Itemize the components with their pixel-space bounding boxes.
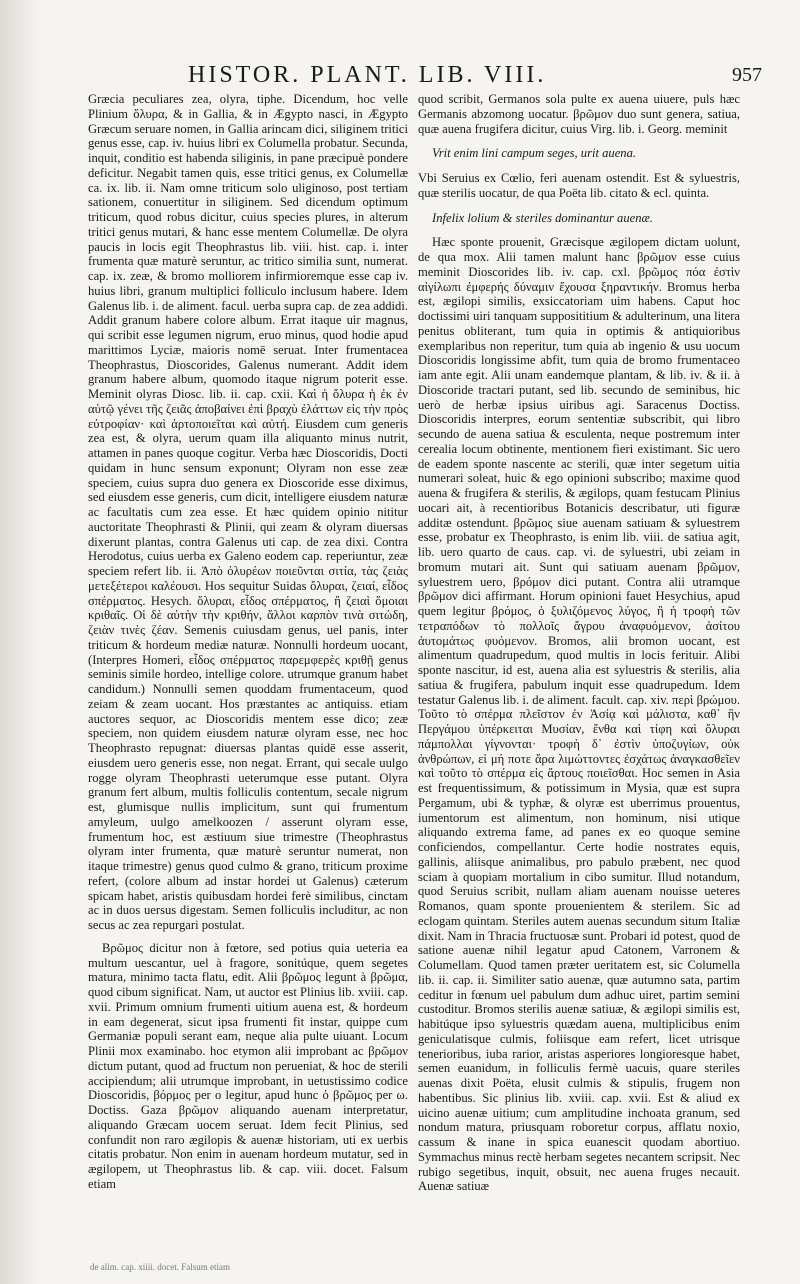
left-paragraph-2: Βρῶμος dicitur non à fœtore, sed potius quia ueteria ea multum uescantur, uel à fragore, sonitúque, quem segetes matura, minimo tacta flatu, edit. Alii βρῶμος legunt à βρῶμα, quod cibum significat. Nam, ut auctor est Plinius lib. xviii. cap. xvii. Primum omnium frumenti uitium auena est, & hordeum in eam degenerat, sicut ipsa frumenti fit instar, quippe cum Germaniæ populi serant eam, neque alia pulte uiuant. Locum Plinii mox examinabo. hoc etymon alii improbant ac βρῶμον dictum putant, quod ad fructum non perueniat, & hoc de sterili accipiendum; alii utrumque improbant, in uetustissimo codice Dioscoridis, βόρμος per ο legitur, apud hunc ὁ βρῶμος per ω. Doctiss. Gaza βρῶμον aliquando auenam interpretatur, aliquando Græcam uocem seruat. Idem fecit Plinius, sed confundit non raro ægilopis & auenæ historiam, uti ex uerbis citatis probatur. Non enim in auenam hordeum mutatur, sed in ægilopem, ut Theophrastus lib. & cap. viii. docet. Falsum etiam	[88, 940, 408, 1191]
verse-quote-2: Infelix lolium & steriles dominantur auenæ.	[432, 210, 654, 225]
running-title: HISTOR. PLANT. LIB. VIII.	[188, 62, 547, 88]
right-paragraph-3: Hæc sponte prouenit, Græcisque ægilopem dictam uolunt, de qua mox. Alii tamen malunt hanc βρῶμον esse cuius meminit Dioscorides lib. iv. cap. cxl. βρῶμος πόα ἐστὶν αἰγίλωπι ἐμφερής δύναμιν ἔχουσα ξηραντικήν. Bromus herba est, ægilopi similis, exsiccatoriam uim habens. Caput hoc doctissimi uiri tanquam supposititium & adulterinum, una litera penitus obliterant, tum quia in optimis & antiquioribus exemplaribus non reperitur, tum quia ab ingenio & usu uocum Dioscoridis longissime abfit, tum quia de bromo frumentaceo iam ante egit. Alii unam eandemque plantam, & lib. iv. & ii. à Dioscoride tractari putant, sed lib. secundo de seminibus, hic uerò de herbæ ipsius uiribus agi. Saracenus Doctiss. Dioscoridis interpres, eorum sententiæ subscribit, qui libro secundo de auena satiua & esculenta, neque postremum inter cerealia locum obtinente, mentionem fieri existimant. Sic uero de eadem sponte nascente ac sterili, quæ inter segetum uitia numerari soleat, huic & ego opinioni subscribo; maxime quod auena & frugifera & sterilis, & ægilops, quam festucam Plinius uocari ait, à recentioribus Botanicis describatur, uti figuræ additæ ostendunt. βρῶμος siue auenam satiuam & syluestrem esse, probatur ex Theophrasto, is enim lib. viii. de satiua agit, lib. uero quarto de caus. cap. vi. de syluestri, ubi zeiam in bromum mutari ait. Sunt qui satiuam auenam βρῶμον, syluestrem uero, βρόμον dici putant. Contra alii utramque βρῶμον dici affirmant. Horum opinioni fauet Hesychius, apud quem legitur βρόμος, ὁ ξυλιζόμενος λύγος, ἢ ἡ τροφὴ τῶν τετραπόδων τὸ πολλοῖς ἄγρου ἀναφυόμενον, ἀσίτου ἀυτομάτως φυόμενον. Bromos, alii bromon uocant, est alimentum quadrupedum, quod multis in locis ferituir. Alibi sponte nascitur, id est, auena alia est syluestris & sterilis, alia satiua & frugifera, pabulum inquit esse quadrupedum. Idem testatur Galenus lib. i. de aliment. facult. cap. xiv. περὶ βρώμου. Τοῦτο τὸ σπέρμα πλεῖστον ἐν Ἀσίᾳ καὶ μάλιστα, καθ᾽ ἣν Περγάμου ὑπέρκειται Μυσίαν, ἔνθα καὶ τίφη καὶ ὄλυραι πάμπολλαι γίγνονται· τροφὴ δ᾽ ἐστὶν ὑποζυγίων, οὐκ ἀνθρώπων, εἰ μή ποτε ἄρα λιμώττοντες ἐσχάτως ἀναγκασθεῖεν καὶ τοῦτο τὸ σπέρμα εἰς ἄρτους ποιεῖσθαι. Hoc semen in Asia est frequentissimum, & potissimum in Mysia, quæ est supra Pergamum, ubi & typhæ, & olyræ est uberrimus prouentus, iumentorum est alimentum, non hominum, nisi utique aliquando extrema fame, ad panes ex eo quoque semine conficiendos, compellantur. Certe hodie nostrates equis, gallinis, aliisque animalibus, pro pabulo præbent, nec quod sciam à quopiam mortalium in cibo sumitur. Illud notandum, quod Seruius scribit, nullam aliam auenam nouisse ueteres Romanos, quam sponte prouenientem & sterilem. Sic ad eclogam quintam. Steriles autem auenas secundum situm Italiæ dixit. Nam in Thracia fructuosæ sunt. Probari id potest, quod de satione auenæ nihil legatur apud Catonem, Varronem & Columellam. Quod tamen præter ueritatem est, sic Columella lib. ii. cap. ii. Similiter satio auenæ, quæ autumno sata, partim ceditur in fœnum uel pabulum dum adhuc uiret, partim semini custoditur. Bromos sterilis auenæ satiuæ, & ægilopi similis est, habitúque ipso syluestris quædam auena, multiplicibus enim geniculatisque culmis, foliisque eam refert, licet utrisque tenerioribus, iuba rarior, aristas asperiores longioresque habet, semen euanidum, in folliculis fermè uacuis, quare steriles auenas dixit Poëta, elusit culmis & stipulis, frugem non habentibus. Sic plinius lib. xviii. cap. xvii. Est & aliud ex uicino auenæ uitium; cum amplitudine inchoata granum, sed nondum matura, priusquam roboretur corpus, afflatu noxio, cassum & inane in spica euanescit quodam abortiuo. Symmachus minus rectè herbam segetes necantem scripsit. Nec rubigo segetibus, inquit, obsuit, nec auena fruges necauit. Auenæ satiuæ	[418, 235, 740, 1194]
page-header	[0, 62, 800, 92]
page-edge-shadow	[0, 0, 40, 1284]
right-column	[418, 92, 740, 1194]
right-paragraph-1: quod scribit, Germanos sola pulte ex auena uiuere, puls hæc Germanis abzomong uocatur. βρῶμον duo sunt genera, satiua, quæ auena frugifera dicitur, cuius Virg. lib. i. Georg. meminit	[418, 92, 740, 136]
right-paragraph-2: Vbi Seruius ex Cœlio, feri auenam ostendit. Est & syluestris, quæ sterilis uocatur, de qua Poëta lib. citato & ecl. quinta.	[418, 171, 740, 200]
left-column	[88, 92, 408, 1192]
page-number: 957	[732, 64, 762, 86]
verse-quote-1: Vrit enim lini campum seges, urit auena.	[432, 146, 637, 161]
bleed-through-text: de alim. cap. xiiii. docet. Falsum etiam	[90, 1262, 230, 1272]
left-paragraph-1: Græcia peculiares zea, olyra, tiphe. Dicendum, hoc velle Plinium ὄλυρα, & in Gallia, & in Ægypto nasci, in Ægypto Græcum seruare nomen, in Gallia arincam dici, siliginem tritici genus esse, cap. iv. huius libri ex Columella probatur. Secunda, inquit, conditio est habenda siliginis, in pane præcipuè pondere deficitur. Negabit tamen quis, esse tritici genus, ex Columellæ ca. ix. lib. ii. Nam omne triticum solo uliginoso, post tertiam sationem, conuertitur in siliginem. Sed dicendum optimum triticum, quod robus dicitur, cuius species plures, in alterum tritici genus mutari, & hanc esse mentem Columellæ. De olyra paucis in locis egit Theophrastus lib. viii. hist. cap. i. inter frumenta quæ maturè seruntur, ac tritico similia sunt, numerat. cap. ix. zeæ, & bromo molliorem infirmioremque esse cap iv. huius libri, granum multiplici folliculo inclusum habere. Idem Galenus lib. i. de aliment. facul. uerba supra cap. de zea addidi. Addit granum habere colore album. Errat itaque uir magnus, qui scribit esse legumen nigrum, eruo minus, quod hodie apud marittimos Lyciæ, maioris nomē seruat. Inter frumentacea Theophrastus, Dioscorides, Galenus numerant. Addit idem granum habere album, quomodo itaque nigrum poterit esse. Meminit olyras Diosc. lib. ii. cap. cxii. Καὶ ἡ ὄλυρα ἡ ἐκ ἐν αὐτῷ γένει τῆς ζειᾶς ἀποβαίνει ἐπὶ βραχὺ ἐλάττων εἰς τὴν πρὸς εὐτροφίαν· καὶ ἀρτοποιεῖται καὶ αὐτή. Eiusdem cum generis zea est, & olyra, uerum quam illa aliquanto minus nutrit, attamen in panes quoque cogitur. Verba hæc Dioscoridis, Docti quidam in hunc sensum exponunt; Olyram non esse zeæ speciem, cuius supra duo genera ex Dioscoride esse diximus, sed eiusdem esse generis, cum dicit, intelligere eiusdem naturæ ac facultatis cum zea esse. Et hæc quidem opinio nititur auctoritate Theophrasti & Plinii, qui zeam & olyram diuersas dixerunt plantas, contra Galenus uti cap. de zea dixi. Contra Herodotus, cuius uerba ex Galeno eodem cap. reperiuntur, zeæ speciem refert lib. ii. Ἀπὸ ὀλυρέων ποιεῦνται σιτία, τὰς ζειὰς μετεξέτεροι καλέουσι. Hos sequitur Suidas ὄλυραι, ζειαί, εἶδος σπέρματος. Hesych. ὄλυραι, εἶδος σπέρματος, ἢ ζειαὶ ὅμοιαι κριθαῖς. Οἱ δὲ αὐτὴν τὴν κριθήν, ἄλλοι καρπὸν τινὰ σιτώδη, ζειὰν τινὲς ζέαν. Semenis cuiusdam genus, uel panis, inter triticum & hordeum mediæ naturæ. Nonnulli hordeum uocant, (Interpres Homeri, εἶδος σπέρματος παρεμφερὲς κριθῇ genus seminis simile hordeo, intellige colore. utrumque granum habet candidum.) Nonnulli semen quoddam frumentaceum, quod zeiam & zeam uocant. Hos præstantes ac antiquiss. etiam auctores sequor, ac Dioscoridis mentem esse dico; zeæ speciem, non quidem eiusdem naturæ olyram esse, nec hoc Theophrasto repugnat: diuersas plantas quidē esse asserit, eiusdem uero generis esse, non negat. Errant, qui secale uulgo rogge olyram Theophrasti ueterumque esse putant. Olyra granum fert album, multis folliculis contentum, secale nigrum est, glumisque nullis implicitum, sunt qui frumentum amyleum, uulgo amelkoozen / asserunt olyram esse, frumentum hoc, est æstiuum siue trimestre (Theophrastus olyram inter frumenta, quæ maturè seruntur numerat, non itaque trimestre) genus quod culmo & grano, triticum proxime refert, (colore album ad instar hordei ut Galenus) cæterum spicam habet, aristis quibusdam hordei ferè similibus, cinctam ac in duos uersus digestam. Semen folliculis includitur, ac non secus ac zea repurgari postulat.	[88, 92, 408, 932]
